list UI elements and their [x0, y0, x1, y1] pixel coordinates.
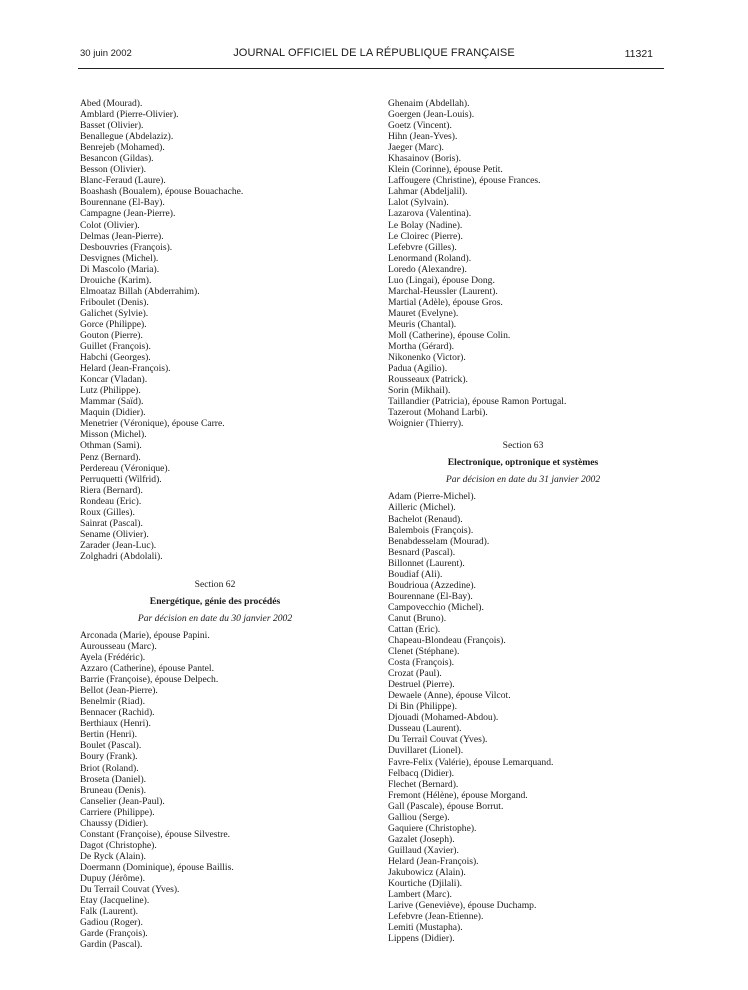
list-item: Moll (Catherine), épouse Colin.	[388, 329, 511, 341]
header-page-number: 11321	[624, 48, 653, 60]
list-item: Luo (Lingai), épouse Dong.	[388, 274, 495, 286]
list-item: Gouton (Pierre).	[80, 329, 143, 341]
list-item: Zarader (Jean-Luc).	[80, 539, 157, 551]
section-title: Section 63	[502, 440, 544, 452]
list-item: Roux (Gilles).	[80, 506, 135, 518]
list-item: Zolghadri (Abdolali).	[80, 550, 163, 562]
list-item: Dewaele (Anne), épouse Vilcot.	[388, 690, 511, 702]
list-item: Campagne (Jean-Pierre).	[80, 208, 176, 220]
section-name: Energétique, génie des procédés	[149, 595, 281, 607]
list-item: Chaussy (Didier).	[80, 817, 149, 829]
list-item: Lemiti (Mustapha).	[388, 922, 463, 934]
list-item: Benrejeb (Mohamed).	[80, 142, 165, 154]
list-item: Goetz (Vincent).	[388, 120, 452, 132]
header-date: 30 juin 2002	[80, 48, 132, 59]
list-item: Koncar (Vladan).	[80, 374, 148, 386]
list-item: Benelmir (Riad).	[80, 696, 146, 708]
list-item: Duvillaret (Lionel).	[388, 745, 464, 757]
list-item: Sorin (Mikhail).	[388, 385, 451, 397]
list-item: Lazarova (Valentina).	[388, 208, 472, 220]
list-item: Bourennane (El-Bay).	[388, 590, 473, 602]
list-item: Rousseaux (Patrick).	[388, 374, 468, 386]
list-item: De Ryck (Alain).	[80, 850, 146, 862]
list-item: Guillet (François).	[80, 341, 151, 353]
list-item: Dusseau (Laurent).	[388, 723, 462, 735]
list-item: Abed (Mourad).	[80, 98, 143, 109]
list-item: Galliou (Serge).	[388, 811, 450, 823]
list-item: Lippens (Didier).	[388, 933, 455, 945]
list-item: Broseta (Daniel).	[80, 773, 147, 785]
right-column	[388, 98, 658, 944]
list-item: Cattan (Eric).	[388, 623, 441, 635]
list-item: Etay (Jacqueline).	[80, 895, 150, 907]
list-item: Desbouvries (François).	[80, 241, 173, 253]
list-item: Menetrier (Véronique), épouse Carre.	[80, 418, 225, 430]
list-item: Mortha (Gérard).	[388, 341, 455, 353]
list-item: Loredo (Alexandre).	[388, 263, 467, 275]
list-item: Colot (Olivier).	[80, 219, 140, 231]
section-title: Section 62	[194, 578, 236, 590]
list-item: Mammar (Saïd).	[80, 396, 144, 408]
list-item: Taillandier (Patricia), épouse Ramon Portugal.	[388, 396, 567, 408]
list-item: Ailleric (Michel).	[388, 502, 456, 514]
list-item: Penz (Bernard).	[80, 451, 141, 463]
list-item: Chapeau-Blondeau (François).	[388, 635, 506, 647]
list-item: Padua (Agilio).	[388, 363, 448, 375]
list-item: Meuris (Chantal).	[388, 318, 457, 330]
list-item: Gardin (Pascal).	[80, 939, 143, 951]
list-item: Ghenaim (Abdellah).	[388, 98, 470, 109]
list-item: Falk (Laurent).	[80, 906, 139, 918]
list-item: Costa (François).	[388, 657, 455, 669]
section-date: Par décision en date du 30 janvier 2002	[137, 612, 293, 624]
list-item: Marchal-Heussler (Laurent).	[388, 285, 498, 297]
list-item: Destruel (Pierre).	[388, 679, 455, 691]
list-item: Bruneau (Denis).	[80, 784, 147, 796]
list-item: Gadiou (Roger).	[80, 917, 143, 929]
list-item: Crozat (Paul).	[388, 668, 442, 680]
list-item: Mauret (Evelyne).	[388, 307, 459, 319]
list-item: Helard (Jean-François).	[388, 855, 479, 867]
list-item: Canselier (Jean-Paul).	[80, 795, 165, 807]
list-item: Boudrioua (Azzedine).	[388, 579, 476, 591]
list-item: Flechet (Bernard).	[388, 778, 459, 790]
list-item: Dupuy (Jérôme).	[80, 873, 146, 884]
list-item: Fremont (Hélène), épouse Morgand.	[388, 789, 528, 801]
list-item: Nikonenko (Victor).	[388, 352, 466, 364]
list-item: Besancon (Gildas).	[80, 153, 154, 165]
list-item: Aurousseau (Marc).	[80, 641, 157, 653]
list-item: Bennacer (Rachid).	[80, 707, 155, 719]
list-item: Carriere (Philippe).	[80, 806, 155, 818]
list-item: Lahmar (Abdeljalil).	[388, 186, 468, 198]
list-item: Laffougere (Christine), épouse Frances.	[388, 175, 541, 187]
list-item: Drouiche (Karim).	[80, 274, 152, 286]
list-item: Benallegue (Abdelaziz).	[80, 131, 174, 143]
list-item: Felbacq (Didier).	[388, 767, 455, 779]
list-item: Blanc-Feraud (Laure).	[80, 175, 166, 187]
list-item: Di Bin (Philippe).	[388, 701, 458, 713]
list-item: Lenormand (Roland).	[388, 252, 472, 264]
list-item: Woignier (Thierry).	[388, 418, 464, 430]
list-item: Besson (Olivier).	[80, 164, 147, 176]
list-item: Sainrat (Pascal).	[80, 517, 143, 529]
list-item: Canut (Bruno).	[388, 612, 447, 624]
list-item: Delmas (Jean-Pierre).	[80, 230, 164, 242]
section-date: Par décision en date du 31 janvier 2002	[445, 474, 601, 486]
list-item: Azzaro (Catherine), épouse Pantel.	[80, 663, 214, 675]
list-item: Barrie (Françoise), épouse Delpech.	[80, 674, 219, 686]
list-item: Le Bolay (Nadine).	[388, 219, 463, 231]
list-item: Othman (Sami).	[80, 440, 142, 452]
list-item: Goergen (Jean-Louis).	[388, 109, 475, 121]
list-item: Dagot (Christophe).	[80, 839, 157, 851]
list-item: Larive (Geneviève), épouse Duchamp.	[388, 900, 537, 912]
list-item: Gaquiere (Christophe).	[388, 822, 477, 834]
list-item: Friboulet (Denis).	[80, 296, 149, 308]
list-item: Jaeger (Marc).	[388, 142, 444, 154]
name-list	[80, 630, 350, 950]
list-item: Benabdesselam (Mourad).	[388, 535, 490, 547]
list-item: Doermann (Dominique), épouse Baillis.	[80, 861, 234, 873]
list-item: Guillaud (Xavier).	[388, 844, 459, 856]
list-item: Basset (Olivier).	[80, 120, 144, 132]
list-item: Adam (Pierre-Michel).	[388, 491, 476, 503]
list-item: Misson (Michel).	[80, 429, 147, 441]
page-header	[0, 48, 748, 64]
list-item: Bourennane (El-Bay).	[80, 197, 165, 209]
list-item: Ayela (Frédéric).	[80, 652, 146, 664]
list-item: Garde (François).	[80, 928, 148, 940]
list-item: Boury (Frank).	[80, 751, 138, 763]
name-list	[388, 98, 658, 429]
list-item: Djouadi (Mohamed-Abdou).	[388, 712, 499, 724]
list-item: Favre-Felix (Valérie), épouse Lemarquand.	[388, 756, 554, 768]
list-item: Le Cloirec (Pierre).	[388, 230, 463, 242]
list-item: Jakubowicz (Alain).	[388, 867, 466, 878]
list-item: Galichet (Sylvie).	[80, 307, 149, 319]
list-item: Constant (Françoise), épouse Silvestre.	[80, 828, 231, 840]
list-item: Riera (Bernard).	[80, 484, 143, 496]
left-column	[80, 98, 350, 950]
list-item: Du Terrail Couvat (Yves).	[80, 884, 180, 896]
list-item: Rondeau (Eric).	[80, 495, 142, 507]
list-item: Briot (Roland).	[80, 762, 139, 774]
name-list	[388, 491, 658, 944]
list-item: Lefebvre (Gilles).	[388, 241, 457, 253]
list-item: Bachelot (Renaud).	[388, 513, 463, 525]
list-item: Billonnet (Laurent).	[388, 557, 465, 569]
list-item: Bellot (Jean-Pierre).	[80, 685, 158, 697]
list-item: Lambert (Marc).	[388, 889, 452, 901]
header-title: JOURNAL OFFICIEL DE LA RÉPUBLIQUE FRANÇAISE	[233, 47, 515, 59]
list-item: Hihn (Jean-Yves).	[388, 131, 458, 143]
list-item: Boudiaf (Ali).	[388, 568, 443, 580]
list-item: Helard (Jean-François).	[80, 363, 171, 375]
list-item: Gorce (Philippe).	[80, 318, 147, 330]
list-item: Maquin (Didier).	[80, 407, 146, 419]
list-item: Bertin (Henri).	[80, 729, 138, 741]
list-item: Boashash (Boualem), épouse Bouachache.	[80, 186, 244, 198]
list-item: Elmoataz Billah (Abderrahim).	[80, 285, 200, 297]
list-item: Boulet (Pascal).	[80, 740, 142, 752]
list-item: Khasainov (Boris).	[388, 153, 462, 165]
list-item: Desvignes (Michel).	[80, 252, 159, 264]
list-item: Sename (Olivier).	[80, 528, 149, 540]
list-item: Du Terrail Couvat (Yves).	[388, 734, 488, 746]
list-item: Perruquetti (Wilfrid).	[80, 473, 162, 485]
list-item: Klein (Corinne), épouse Petit.	[388, 164, 503, 176]
list-item: Gall (Pascale), épouse Borrut.	[388, 800, 504, 812]
list-item: Gazalet (Joseph).	[388, 833, 455, 845]
list-item: Habchi (Georges).	[80, 352, 151, 364]
list-item: Perdereau (Véronique).	[80, 462, 171, 474]
list-item: Balembois (François).	[388, 524, 474, 536]
list-item: Arconada (Marie), épouse Papini.	[80, 629, 210, 641]
list-item: Lefebvre (Jean-Etienne).	[388, 911, 484, 923]
list-item: Clenet (Stéphane).	[388, 646, 460, 658]
list-item: Besnard (Pascal).	[388, 546, 456, 558]
list-item: Berthiaux (Henri).	[80, 718, 151, 730]
list-item: Amblard (Pierre-Olivier).	[80, 109, 179, 121]
list-item: Di Mascolo (Maria).	[80, 263, 160, 275]
list-item: Kourtiche (Djilali).	[388, 878, 463, 890]
list-item: Lalot (Sylvain).	[388, 197, 449, 209]
section-name: Electronique, optronique et systèmes	[447, 457, 599, 469]
name-list	[80, 98, 350, 562]
list-item: Martial (Adèle), épouse Gros.	[388, 296, 503, 308]
list-item: Lutz (Philippe).	[80, 385, 141, 397]
list-item: Campovecchio (Michel).	[388, 601, 484, 613]
header-rule	[78, 68, 664, 69]
list-item: Tazerout (Mohand Larbi).	[388, 407, 488, 419]
